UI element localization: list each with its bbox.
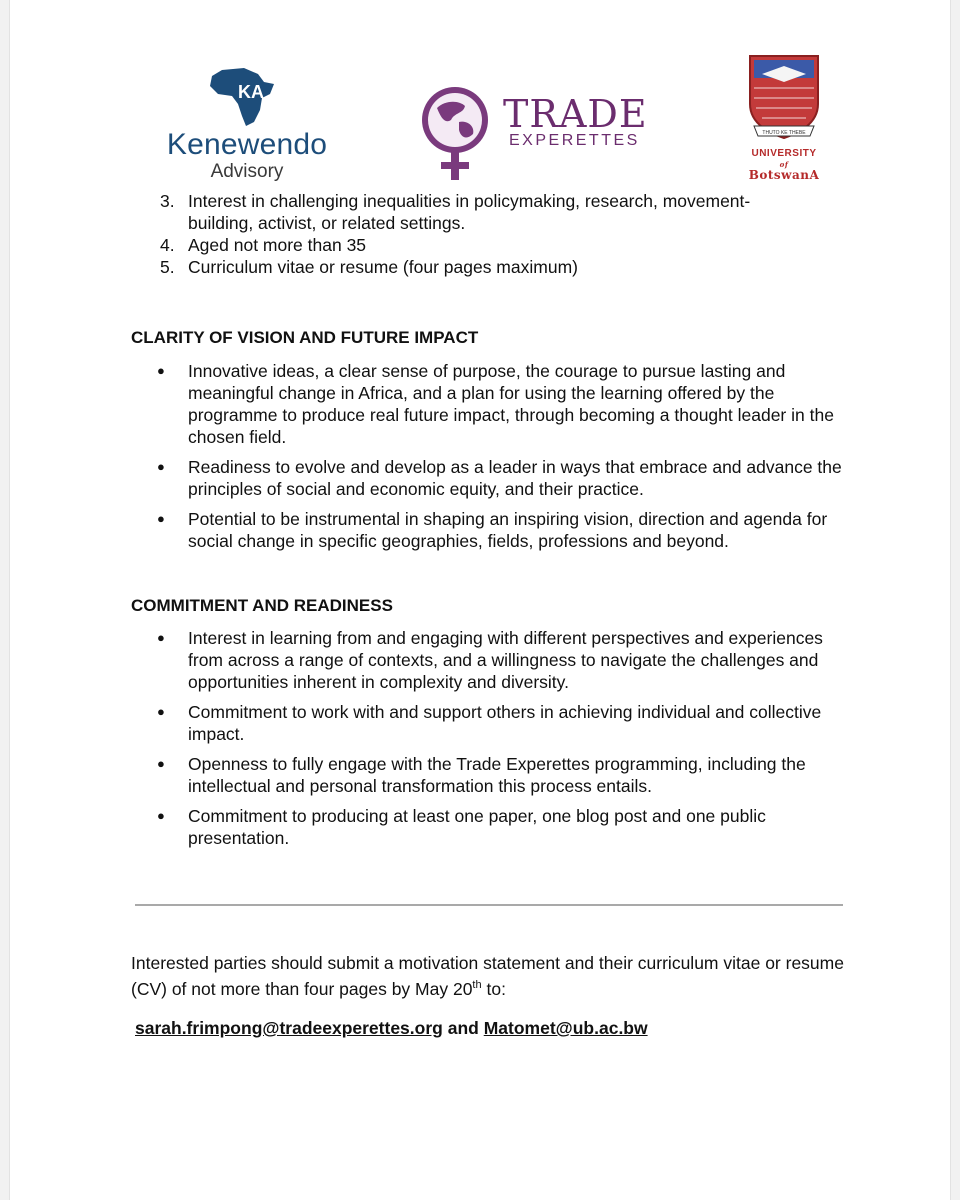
globe-venus-icon — [415, 82, 505, 187]
trade-sub: EXPERETTES — [509, 132, 640, 149]
commitment-bullet-list — [157, 627, 857, 857]
bullet-text: Readiness to evolve and develop as a leader in ways that embrace and advance the principles of social and economic equity, and their practice. — [188, 457, 842, 499]
list-number: 3. — [160, 191, 175, 211]
list-item — [160, 256, 760, 278]
bullet-text: Commitment to producing at least one paper, one blog post and one public presentation. — [188, 806, 766, 848]
contact-emails — [135, 1018, 648, 1039]
closing-text-end: to: — [481, 978, 506, 999]
list-item — [157, 627, 857, 693]
ub-motto: THUTO KE THEBE — [762, 130, 806, 136]
trade-title: TRADE — [503, 92, 648, 136]
list-number: 4. — [160, 235, 175, 255]
kenewendo-logo — [152, 66, 342, 186]
list-item — [157, 701, 857, 745]
email-link-sarah[interactable]: sarah.frimpong@tradeexperettes.org — [135, 1018, 443, 1038]
horizontal-divider — [135, 904, 843, 906]
kenewendo-name: Kenewendo — [166, 128, 328, 161]
bullet-icon: ● — [157, 756, 165, 771]
list-text: Curriculum vitae or resume (four pages maximum) — [188, 257, 578, 277]
ub-name-line2 — [738, 162, 830, 182]
list-item — [157, 456, 857, 500]
list-number: 5. — [160, 257, 175, 277]
bullet-text: Interest in learning from and engaging with different perspectives and experiences from across a range of contexts, and a willingness to navigate the challenges and opportunities inherent in complexity and diversity. — [188, 628, 823, 692]
list-item — [157, 360, 857, 448]
list-item — [157, 508, 857, 552]
bullet-icon: ● — [157, 704, 165, 719]
kenewendo-sub: Advisory — [210, 161, 284, 182]
list-text: Aged not more than 35 — [188, 235, 367, 255]
document-page — [10, 0, 950, 1200]
list-text: Interest in challenging inequalities in policymaking, research, movement-building, activist, or related settings. — [188, 191, 751, 233]
trade-experettes-logo — [415, 82, 650, 192]
list-item — [157, 753, 857, 797]
list-item — [157, 805, 857, 849]
section-heading-vision: CLARITY OF VISION AND FUTURE IMPACT — [131, 328, 479, 347]
ub-name-botswana: BotswanA — [748, 168, 820, 182]
kenewendo-mark: KA — [238, 82, 264, 102]
bullet-icon: ● — [157, 630, 165, 645]
bullet-icon: ● — [157, 511, 165, 526]
bullet-icon: ● — [157, 459, 165, 474]
bullet-text: Innovative ideas, a clear sense of purpose, the courage to pursue lasting and meaningful change in Africa, and a plan for using the learning offered by the programme to produce real future impact, through becoming a thought leader in the chosen field. — [188, 361, 834, 447]
ub-name-of: of — [779, 160, 789, 169]
africa-map-icon — [152, 66, 342, 128]
bullet-text: Potential to be instrumental in shaping an inspiring vision, direction and agenda for social change in specific geographies, fields, professions and beyond. — [188, 509, 828, 551]
vision-bullet-list — [157, 360, 857, 560]
bullet-text: Openness to fully engage with the Trade Experettes programming, including the intellectual and personal transformation this process entails. — [188, 754, 806, 796]
ub-crest — [738, 52, 830, 180]
eligibility-list — [160, 190, 760, 278]
submission-instructions — [131, 952, 851, 1000]
bullet-text: Commitment to work with and support others in achieving individual and collective impact. — [188, 702, 822, 744]
list-item — [160, 234, 760, 256]
email-link-matomet[interactable]: Matomet@ub.ac.bw — [483, 1018, 648, 1038]
bullet-icon: ● — [157, 808, 165, 823]
email-joiner: and — [447, 1018, 479, 1038]
bullet-icon: ● — [157, 363, 165, 378]
closing-superscript: th — [472, 979, 482, 991]
section-heading-commitment: COMMITMENT AND READINESS — [131, 596, 393, 615]
list-item — [160, 190, 760, 234]
ub-shield-icon — [738, 52, 830, 144]
closing-text: Interested parties should submit a motivation statement and their curriculum vitae or resume (CV) of not more than four pages by May 20 — [131, 953, 844, 999]
ub-name-line1: UNIVERSITY — [751, 148, 817, 159]
